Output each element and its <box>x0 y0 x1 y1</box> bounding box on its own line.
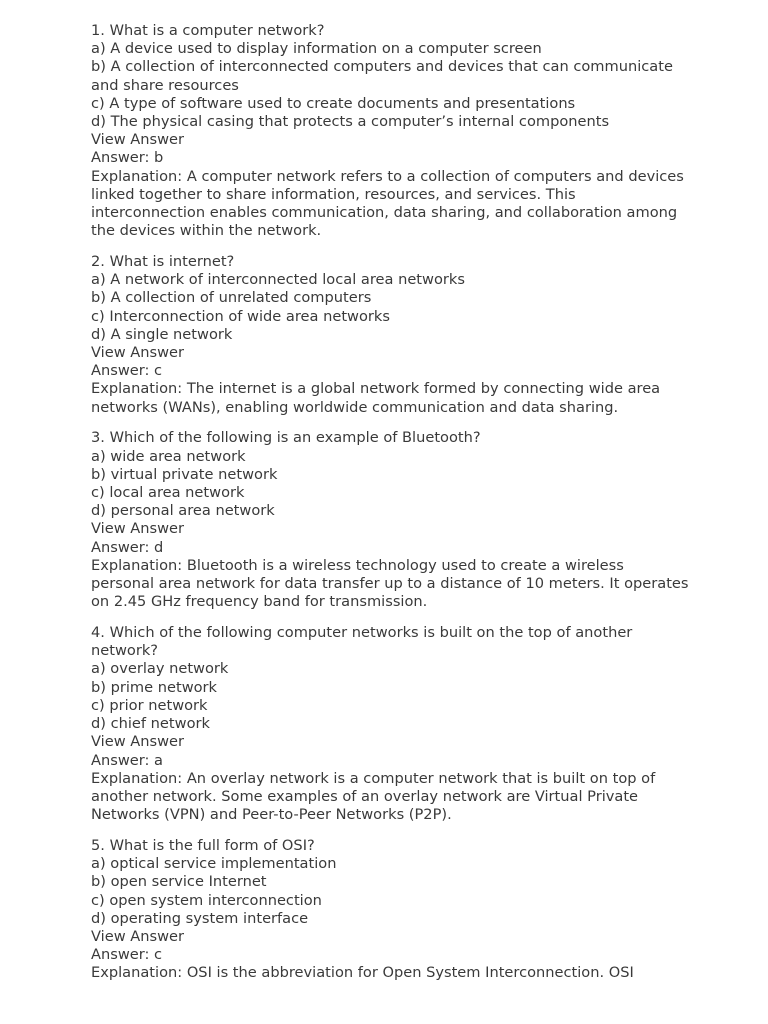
explanation-text: Explanation: An overlay network is a computer network that is built on top of another network. Some examples of an overlay network are Virtual Private Networks (VPN) and Peer-to-Peer Networks (P2P). <box>91 769 656 824</box>
explanation-text: Explanation: A computer network refers to a collection of computers and devices linked together to share information, resources, and services. This interconnection enables communication, data sharing, and collaboration among the devices within the network. <box>91 167 684 240</box>
answer-text: Answer: b <box>91 149 164 167</box>
view-answer-link[interactable]: View Answer <box>91 131 185 149</box>
option-c: c) A type of software used to create documents and presentations <box>91 94 576 112</box>
option-d: d) A single network <box>91 325 233 343</box>
option-c: c) local area network <box>91 484 245 502</box>
question-title: 2. What is internet? <box>91 253 235 271</box>
answer-text: Answer: c <box>91 362 163 380</box>
option-a: a) overlay network <box>91 660 229 678</box>
option-c: c) open system interconnection <box>91 891 322 909</box>
question-block-2 <box>91 253 691 417</box>
answer-text: Answer: d <box>91 538 164 556</box>
view-answer-link[interactable]: View Answer <box>91 344 185 362</box>
question-block-4 <box>91 624 691 824</box>
explanation-text: Explanation: The internet is a global network formed by connecting wide area networks (WANs), enabling worldwide communication and data sharing. <box>91 380 661 416</box>
option-b: b) A collection of unrelated computers <box>91 289 372 307</box>
explanation-text: Explanation: Bluetooth is a wireless technology used to create a wireless personal area network for data transfer up to a distance of 10 meters. It operates on 2.45 GHz frequency band for transmission. <box>91 556 689 611</box>
question-title: 3. Which of the following is an example of Bluetooth? <box>91 429 481 447</box>
option-a: a) wide area network <box>91 447 246 465</box>
option-a: a) A device used to display information on a computer screen <box>91 40 542 58</box>
question-block-1 <box>91 22 691 240</box>
option-c: c) prior network <box>91 696 208 714</box>
view-answer-link[interactable]: View Answer <box>91 927 185 945</box>
option-b: b) A collection of interconnected computers and devices that can communicate and share resources <box>91 58 673 94</box>
option-d: d) operating system interface <box>91 909 309 927</box>
option-b: b) virtual private network <box>91 465 278 483</box>
question-block-5 <box>91 837 691 983</box>
question-block-3 <box>91 429 691 611</box>
option-a: a) A network of interconnected local area networks <box>91 271 465 289</box>
option-d: d) chief network <box>91 715 210 733</box>
option-a: a) optical service implementation <box>91 855 337 873</box>
option-d: d) personal area network <box>91 502 275 520</box>
option-b: b) open service Internet <box>91 873 267 891</box>
answer-text: Answer: c <box>91 946 163 964</box>
quiz-content <box>91 22 691 995</box>
question-title: 4. Which of the following computer networks is built on the top of another network? <box>91 624 633 660</box>
view-answer-link[interactable]: View Answer <box>91 520 185 538</box>
explanation-text: Explanation: OSI is the abbreviation for Open System Interconnection. OSI <box>91 964 634 982</box>
option-d: d) The physical casing that protects a computer’s internal components <box>91 113 610 131</box>
question-title: 1. What is a computer network? <box>91 22 325 39</box>
question-title: 5. What is the full form of OSI? <box>91 836 315 854</box>
answer-text: Answer: a <box>91 751 163 769</box>
view-answer-link[interactable]: View Answer <box>91 733 185 751</box>
option-c: c) Interconnection of wide area networks <box>91 307 390 325</box>
option-b: b) prime network <box>91 678 218 696</box>
